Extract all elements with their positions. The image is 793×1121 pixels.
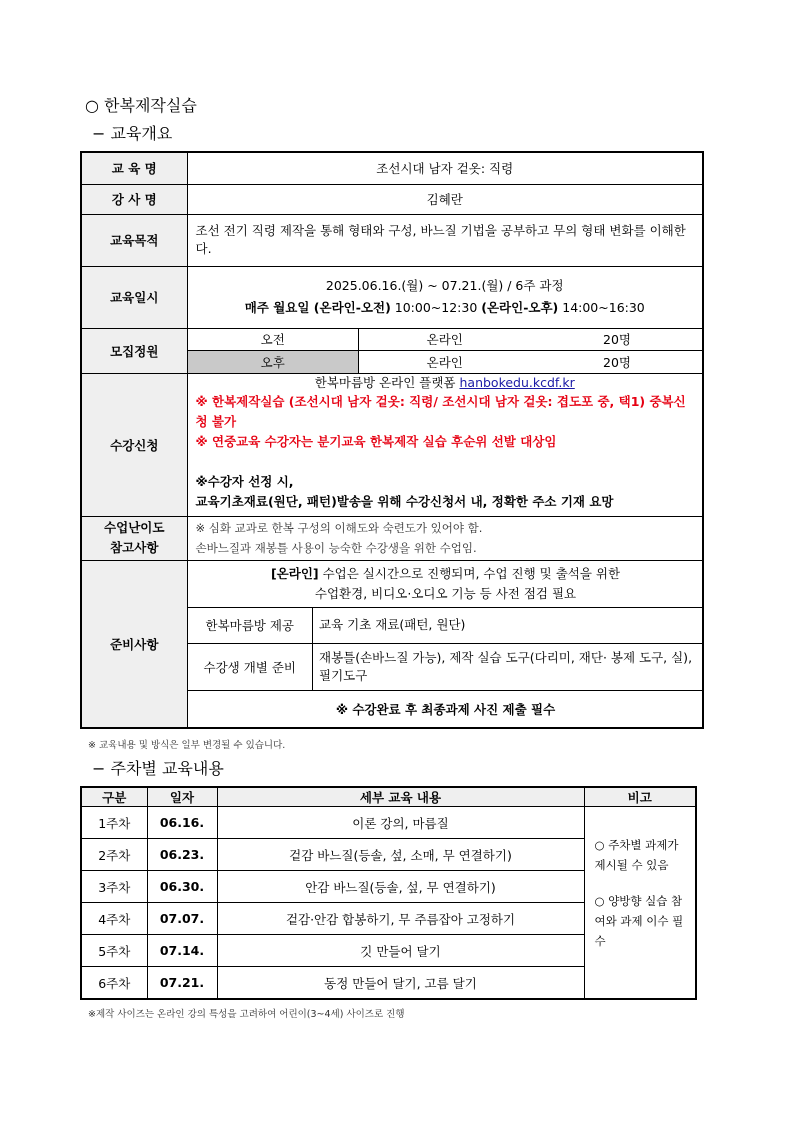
section-title: ○ 한복제작실습 — [85, 96, 197, 115]
capacity-mode-pm: 온라인 — [359, 351, 531, 373]
schedule-line1: 2025.06.16.(월) ~ 07.21.(월) / 6주 과정 — [325, 278, 564, 293]
schedule-label: 교육일시 — [81, 266, 187, 328]
date-cell: 07.21. — [147, 967, 217, 1000]
date-cell: 06.23. — [147, 839, 217, 871]
purpose: 조선 전기 직령 제작을 통해 형태와 구성, 바느질 기법을 공부하고 무의 형태 변화를 이해한다. — [187, 214, 703, 266]
week-cell: 3주차 — [81, 871, 147, 903]
prep-student-label: 수강생 개별 준비 — [188, 643, 313, 690]
difficulty-text-1: ※ 심화 교과로 한복 구성의 이해도와 숙련도가 있어야 함. — [195, 521, 483, 535]
table-row — [81, 807, 696, 839]
capacity-session-pm: 오후 — [188, 351, 359, 373]
weekly-remark — [584, 807, 696, 1000]
content-cell: 이론 강의, 마름질 — [217, 807, 584, 839]
weekly-header-week: 구분 — [81, 787, 147, 807]
course-name-label: 교 육 명 — [81, 152, 187, 184]
remark-1: ○ 주차별 과제가 제시될 수 있음 — [594, 838, 679, 872]
remark-2: ○ 양방향 실습 참여와 과제 이수 필수 — [594, 894, 684, 948]
weekly-heading: − 주차별 교육내용 — [92, 759, 224, 778]
apply-warning-2: ※ 연중교육 수강자는 분기교육 한복제작 실습 후순위 선발 대상임 — [195, 433, 557, 449]
capacity-session-am: 오전 — [188, 329, 359, 351]
difficulty-text-2: 손바느질과 재봉틀 사용이 능숙한 수강생을 위한 수업임. — [195, 541, 477, 555]
apply-link[interactable]: hanbokedu.kcdf.kr — [459, 374, 575, 390]
prep-provided-items: 교육 기초 재료(패턴, 원단) — [313, 607, 704, 643]
week-cell: 4주차 — [81, 903, 147, 935]
capacity-count-am: 20명 — [531, 329, 704, 351]
capacity-label: 모집정원 — [81, 328, 187, 373]
weekly-header-content: 세부 교육 내용 — [217, 787, 584, 807]
date-cell: 07.07. — [147, 903, 217, 935]
weekly-table — [80, 786, 697, 1000]
content-cell: 안감 바느질(등솔, 섶, 무 연결하기) — [217, 871, 584, 903]
week-cell: 6주차 — [81, 967, 147, 1000]
prep-final: ※ 수강완료 후 최종과제 사진 제출 필수 — [188, 690, 704, 726]
difficulty-cell — [187, 516, 703, 560]
prep-cell — [187, 560, 703, 728]
instructor: 김혜란 — [187, 184, 703, 214]
date-cell: 06.30. — [147, 871, 217, 903]
overview-table — [80, 151, 704, 729]
course-name: 조선시대 남자 겉옷: 직령 — [187, 152, 703, 184]
apply-label: 수강신청 — [81, 373, 187, 516]
capacity-cell — [187, 328, 703, 373]
instructor-label: 강 사 명 — [81, 184, 187, 214]
weekly-header-date: 일자 — [147, 787, 217, 807]
content-cell: 겉감 바느질(등솔, 섶, 소매, 무 연결하기) — [217, 839, 584, 871]
prep-student-items: 재봉틀(손바느질 가능), 제작 실습 도구(다리미, 재단· 봉제 도구, 실), 필기도구 — [313, 643, 704, 690]
overview-heading: − 교육개요 — [92, 124, 173, 143]
difficulty-label: 수업난이도 참고사항 — [81, 516, 187, 560]
content-cell: 동정 만들어 달기, 고름 달기 — [217, 967, 584, 1000]
schedule-cell — [187, 266, 703, 328]
date-cell: 06.16. — [147, 807, 217, 839]
prep-provided-label: 한복마름방 제공 — [188, 607, 313, 643]
overview-note: ※ 교육내용 및 방식은 일부 변경될 수 있습니다. — [88, 740, 286, 751]
capacity-count-pm: 20명 — [531, 351, 704, 373]
apply-warning-1: ※ 한복제작실습 (조선시대 남자 겉옷: 직령/ 조선시대 남자 겉옷: 겹도포 중, 택1) 중복신청 불가 — [195, 393, 686, 429]
apply-notice-1: ※수강자 선정 시, — [195, 473, 294, 489]
capacity-mode-am: 온라인 — [359, 329, 531, 351]
prep-label: 준비사항 — [81, 560, 187, 728]
content-cell: 깃 만들어 달기 — [217, 935, 584, 967]
week-cell: 1주차 — [81, 807, 147, 839]
week-cell: 5주차 — [81, 935, 147, 967]
apply-notice-2: 교육기초재료(원단, 패턴)발송을 위해 수강신청서 내, 정확한 주소 기재 요망 — [195, 493, 614, 509]
week-cell: 2주차 — [81, 839, 147, 871]
schedule-line2: 매주 월요일 (온라인-오전) 10:00~12:30 (온라인-오후) 14:00~16:30 — [244, 300, 645, 315]
content-cell: 겉감·안감 합봉하기, 무 주름잡아 고정하기 — [217, 903, 584, 935]
apply-platform: 한복마름방 온라인 플랫폼 — [314, 374, 456, 390]
prep-intro: [온라인] 수업은 실시간으로 진행되며, 수업 진행 및 출석을 위한 수업환경, 비디오·오디오 기능 등 사전 점검 필요 — [188, 561, 704, 608]
weekly-header-remark: 비고 — [584, 787, 696, 807]
apply-cell — [187, 373, 703, 516]
purpose-label: 교육목적 — [81, 214, 187, 266]
date-cell: 07.14. — [147, 935, 217, 967]
weekly-note: ※제작 사이즈는 온라인 강의 특성을 고려하여 어린이(3~4세) 사이즈로 진행 — [88, 1009, 405, 1020]
